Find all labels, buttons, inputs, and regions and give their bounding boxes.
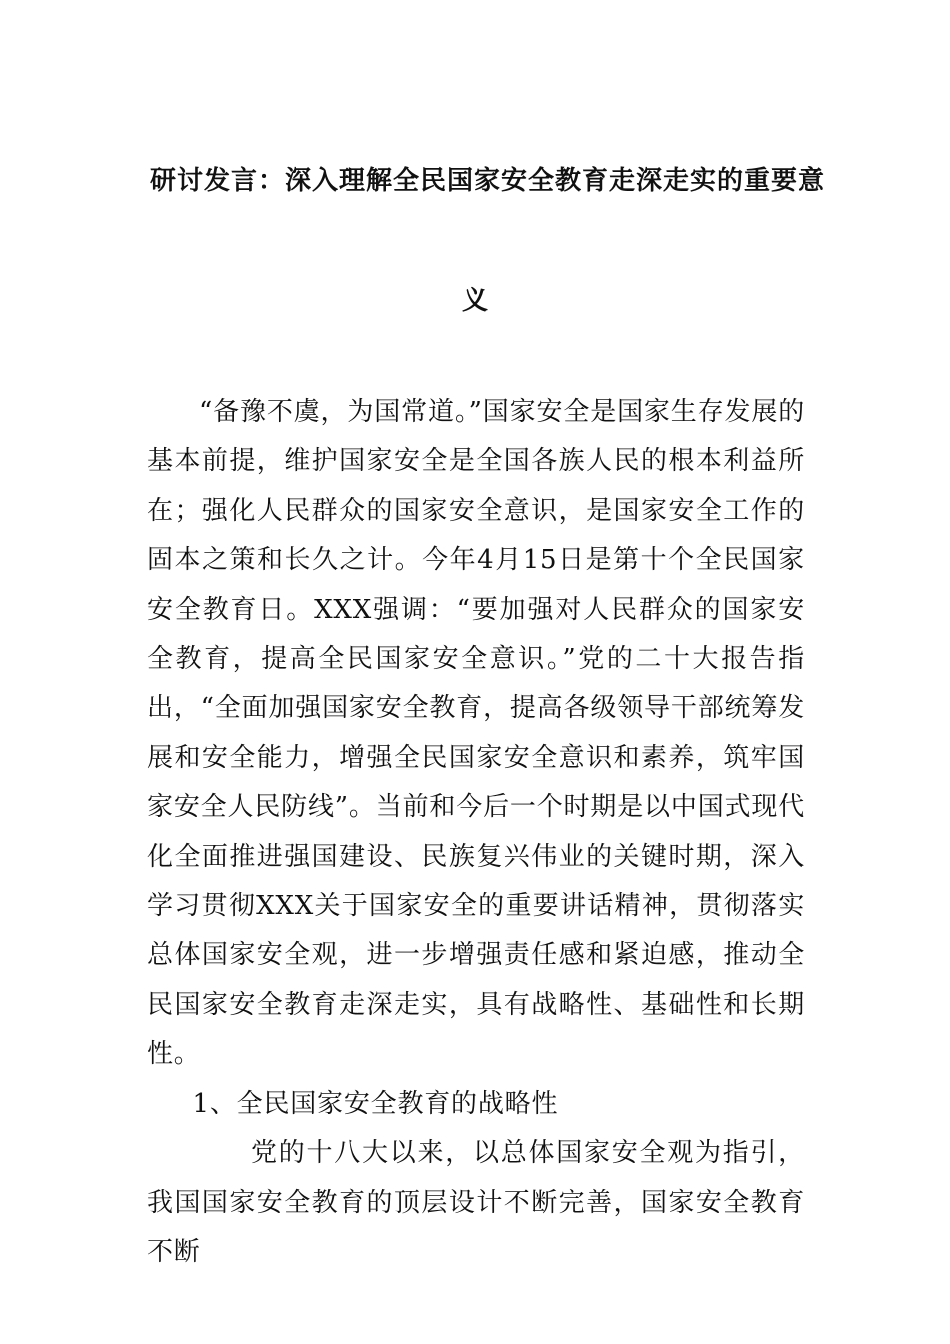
body-paragraph-1: “备豫不虞，为国常道。”国家安全是国家生存发展的基本前提，维护国家安全是全国各族人民的根本利益所在；强化人民群众的国家安全意识，是国家安全工作的固本之策和长久之计。今年4月15日是第十个全民国家安全教育日。XXX强调：“要加强对人民群众的国家安全教育，提高全民国家安全意识。”党的二十大报告指出，“全面加强国家安全教育，提高各级领导干部统筹发展和安全能力，增强全民国家安全意识和素养，筑牢国家安全人民防线”。当前和今后一个时期是以中国式现代化全面推进强国建设、民族复兴伟业的关键时期，深入学习贯彻XXX关于国家安全的重要讲话精神，贯彻落实总体国家安全观，进一步增强责任感和紧迫感，推动全民国家安全教育走深走实，具有战略性、基础性和长期性。 [147, 397, 805, 1070]
section-heading-1: 1、全民国家安全教育的战略性 [192, 1088, 559, 1119]
document-title-continuation: 义 [461, 286, 488, 316]
document-body [147, 388, 805, 1277]
document-title: 研讨发言：深入理解全民国家安全教育走深走实的重要意 [150, 166, 826, 196]
body-paragraph-2: 党的十八大以来，以总体国家安全观为指引，我国国家安全教育的顶层设计不断完善，国家安全教育不断 [147, 1138, 805, 1267]
